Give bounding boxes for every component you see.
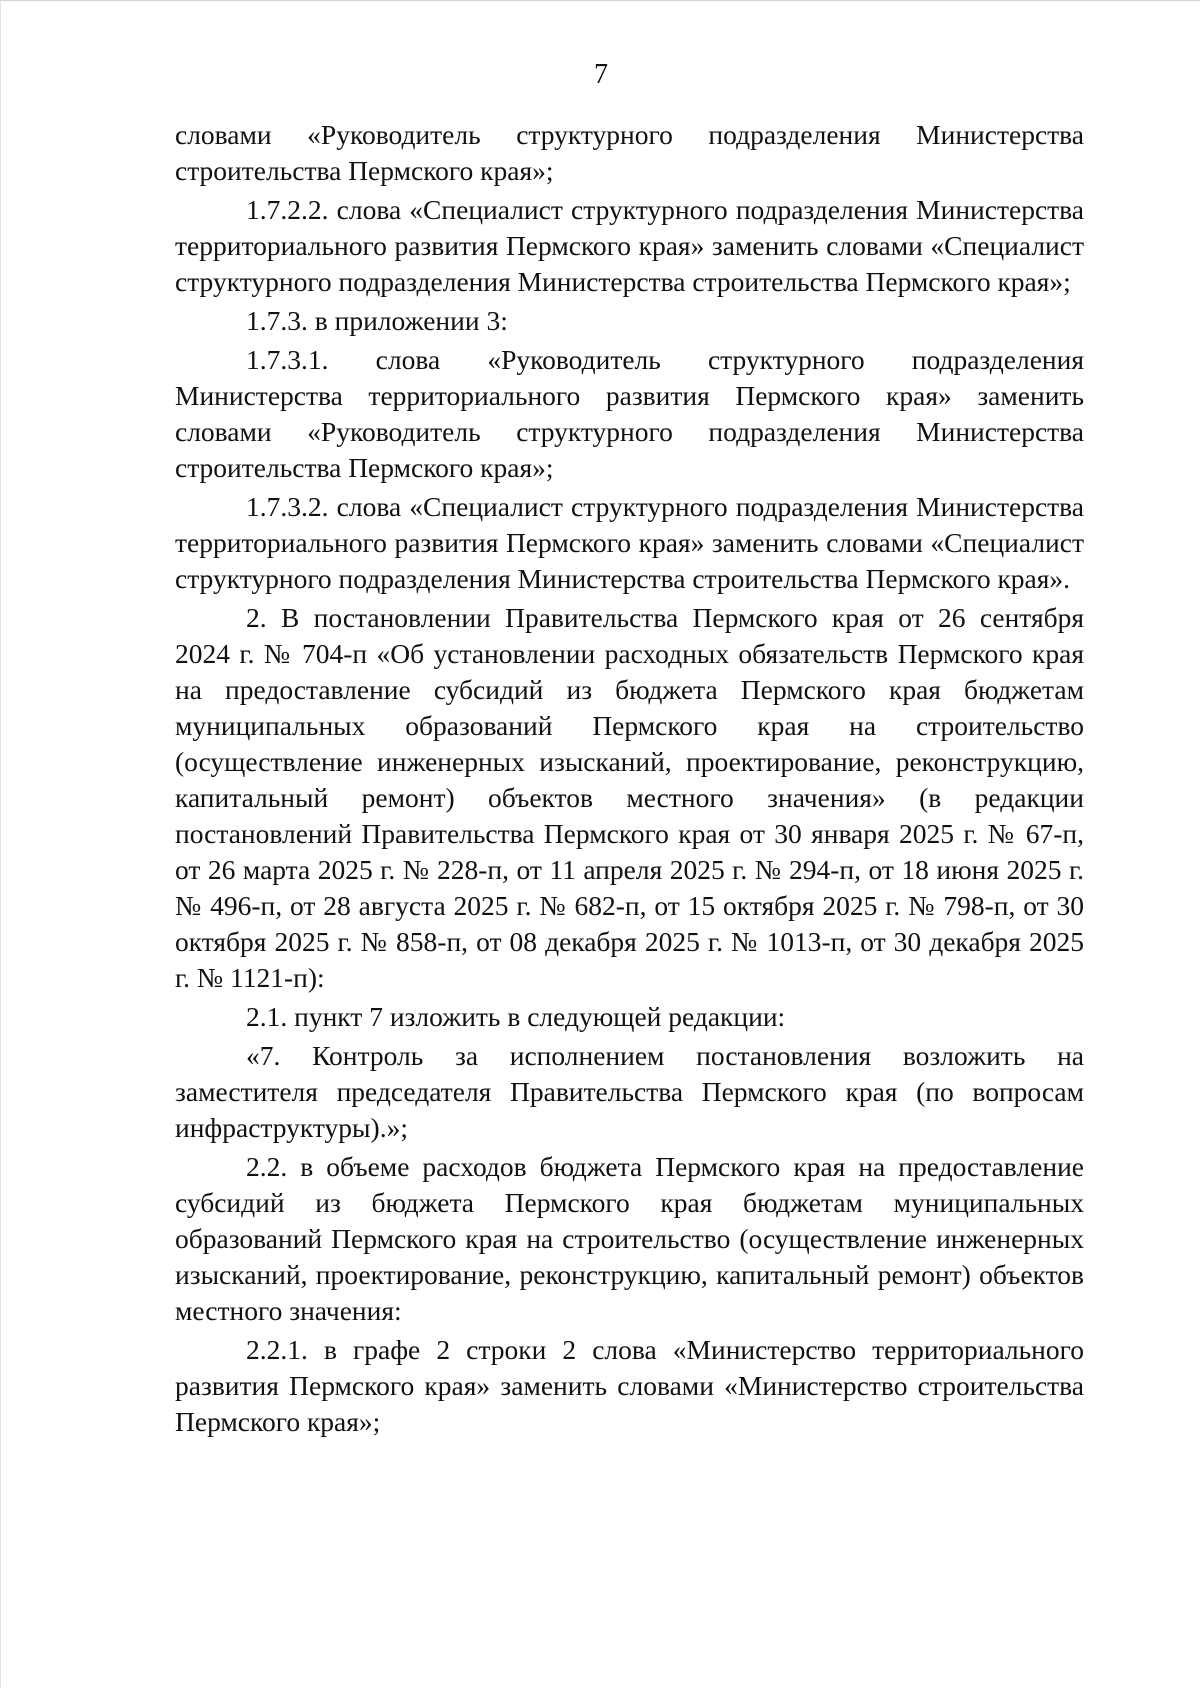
paragraph-2-2: 2.2. в объеме расходов бюджета Пермского края на предоставление субсидий из бюджета Пермского края бюджетам муниципальных образований Пермского края на строительство (осуществление инженерных изысканий, проектирование, реконструкцию, капитальный ремонт) объектов местного значения: xyxy=(175,1151,1084,1326)
paragraph-continuation: словами «Руководитель структурного подразделения Министерства строительства Пермского края»; xyxy=(175,119,1084,186)
paragraph-2-2-1: 2.2.1. в графе 2 строки 2 слова «Министерство территориального развития Пермского края» заменить словами «Министерство строительства Пермского края»; xyxy=(175,1334,1084,1437)
document-body xyxy=(175,117,1084,1440)
page-number: 7 xyxy=(594,59,608,90)
paragraph-2: 2. В постановлении Правительства Пермского края от 26 сентября 2024 г. № 704-п «Об установлении расходных обязательств Пермского края на предоставление субсидий из бюджета Пермского края бюджетам муниципальных образований Пермского края на строительство (осуществление инженерных изысканий, проектирование, реконструкцию, капитальный ремонт) объектов местного значения» (в редакции постановлений Правительства Пермского края от 30 января 2025 г. № 67-п, от 26 марта 2025 г. № 228-п, от 11 апреля 2025 г. № 294-п, от 18 июня 2025 г. № 496-п, от 28 августа 2025 г. № 682-п, от 15 октября 2025 г. № 798-п, от 30 октября 2025 г. № 858-п, от 08 декабря 2025 г. № 1013-п, от 30 декабря 2025 г. № 1121-п): xyxy=(175,602,1084,993)
paragraph-1-7-2-2: 1.7.2.2. слова «Специалист структурного подразделения Министерства территориального развития Пермского края» заменить словами «Специалист структурного подразделения Министерства строительства Пермского края»; xyxy=(175,194,1084,297)
paragraph-1-7-3-2: 1.7.3.2. слова «Специалист структурного подразделения Министерства территориального развития Пермского края» заменить словами «Специалист структурного подразделения Министерства строительства Пермского края». xyxy=(175,491,1084,594)
paragraph-2-1: 2.1. пункт 7 изложить в следующей редакции: xyxy=(246,1001,786,1032)
paragraph-1-7-3-1: 1.7.3.1. слова «Руководитель структурного подразделения Министерства территориального развития Пермского края» заменить словами «Руководитель структурного подразделения Министерства строительства Пермского края»; xyxy=(175,344,1084,483)
paragraph-1-7-3: 1.7.3. в приложении 3: xyxy=(246,305,508,336)
paragraph-2-1-quote: «7. Контроль за исполнением постановления возложить на заместителя председателя Правительства Пермского края (по вопросам инфраструктуры).»; xyxy=(175,1040,1084,1143)
